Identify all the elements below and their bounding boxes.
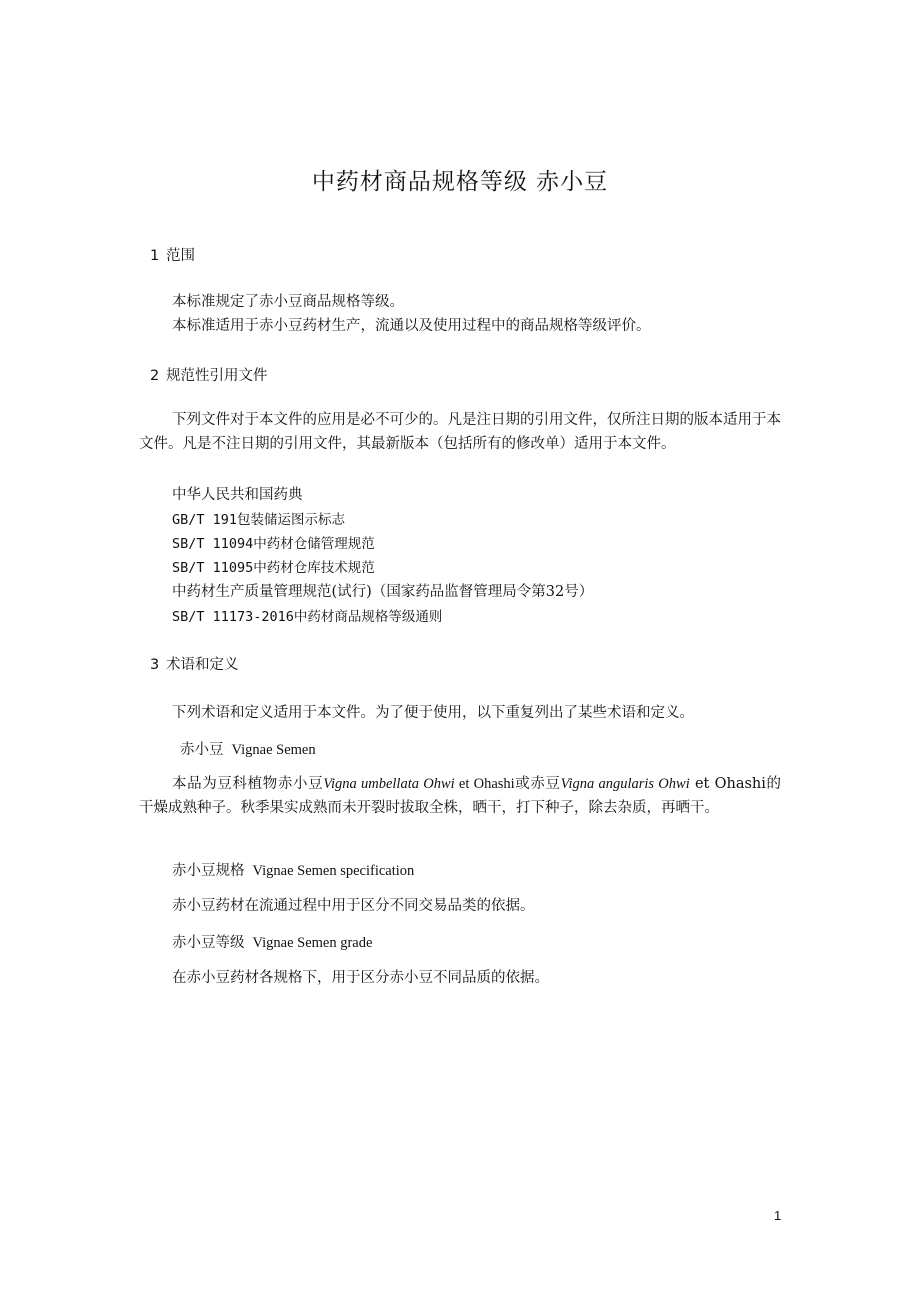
latin-name: Vigna angularis Ohwi xyxy=(560,776,690,792)
reference-item: GB/T 191包装储运图示标志 xyxy=(172,512,346,528)
section-title: 范围 xyxy=(166,248,195,264)
terms-intro: 下列术语和定义适用于本文件。为了便于使用，以下重复列出了某些术语和定义。 xyxy=(172,705,694,721)
section-number: 1 xyxy=(150,248,160,264)
reference-item: 中药材生产质量管理规范(试行)（国家药品监督管理局令第32号） xyxy=(172,584,594,600)
term-zh: 赤小豆 xyxy=(180,742,224,758)
term-en: Vignae Semen xyxy=(231,742,316,758)
latin-name: Vigna umbellata Ohwi xyxy=(323,776,455,792)
term-heading xyxy=(180,738,316,759)
section-heading-terms-definitions xyxy=(150,653,239,674)
definition-text: et Ohashi或赤豆 xyxy=(454,776,561,792)
term-definition xyxy=(139,772,781,820)
definition-text: et Ohashi的干燥成熟种子。秋季果实成熟而未开裂时拔取全株，晒干，打下种子，除去杂质，再晒干。 xyxy=(139,776,782,816)
reference-item: SB/T 11094中药材仓储管理规范 xyxy=(172,536,375,552)
section-heading-normative-references xyxy=(150,364,268,385)
scope-line-2: 本标准适用于赤小豆药材生产，流通以及使用过程中的商品规格等级评价。 xyxy=(172,318,651,334)
term-en: Vignae Semen specification xyxy=(252,863,415,879)
term-heading xyxy=(172,859,414,880)
document-title: 中药材商品规格等级 赤小豆 xyxy=(311,169,609,195)
section-number: 3 xyxy=(150,657,160,673)
scope-line-1: 本标准规定了赤小豆商品规格等级。 xyxy=(172,294,404,310)
section-title: 规范性引用文件 xyxy=(166,368,268,384)
reference-item: SB/T 11095中药材仓库技术规范 xyxy=(172,560,375,576)
term-definition: 在赤小豆药材各规格下，用于区分赤小豆不同品质的依据。 xyxy=(172,970,549,986)
term-zh: 赤小豆规格 xyxy=(172,863,245,879)
section-heading-scope xyxy=(150,244,195,265)
reference-item: 中华人民共和国药典 xyxy=(172,487,303,503)
section-title: 术语和定义 xyxy=(166,657,239,673)
page-number: 1 xyxy=(774,1208,782,1223)
term-zh: 赤小豆等级 xyxy=(172,935,245,951)
term-definition: 赤小豆药材在流通过程中用于区分不同交易品类的依据。 xyxy=(172,898,535,914)
reference-item: SB/T 11173-2016中药材商品规格等级通则 xyxy=(172,609,443,625)
section-number: 2 xyxy=(150,368,160,384)
references-intro-paragraph: 下列文件对于本文件的应用是必不可少的。凡是注日期的引用文件，仅所注日期的版本适用于本文件。凡是不注日期的引用文件，其最新版本（包括所有的修改单）适用于本文件。 xyxy=(139,412,781,452)
term-heading xyxy=(172,931,372,952)
term-en: Vignae Semen grade xyxy=(252,935,373,951)
definition-text: 本品为豆科植物赤小豆 xyxy=(172,776,324,792)
